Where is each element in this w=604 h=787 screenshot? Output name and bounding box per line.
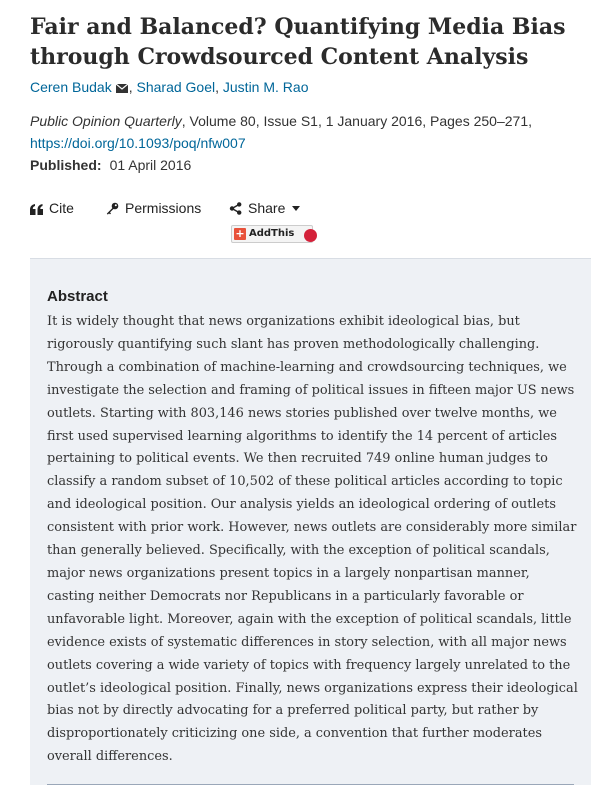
citation-details: , Volume 80, Issue S1, 1 January 2016, Pages 250–271, [181, 113, 532, 129]
author-list [30, 78, 308, 97]
share-icon [229, 202, 242, 215]
doi-link[interactable]: https://doi.org/10.1093/poq/nfw007 [30, 135, 246, 151]
abstract-line: bias not by directly advocating for a preferred political party, but rather by [47, 703, 539, 719]
quote-icon [30, 204, 43, 215]
abstract-line: casting neither Democrats nor Republicans in a particularly favorable or [47, 588, 524, 604]
journal-name: Public Opinion Quarterly [30, 113, 182, 129]
abstract-line: Through a combination of machine-learning and crowdsourcing techniques, we [47, 359, 567, 375]
abstract-line: classify a random subset of 10,502 of these political articles according to topic [47, 474, 563, 490]
caret-down-icon [292, 206, 300, 212]
abstract-section [30, 258, 591, 785]
abstract-line: investigate the selection and framing of political issues in fifteen major US news [47, 382, 575, 398]
abstract-line: outlet’s ideological position. Finally, news organizations express their ideological [47, 680, 578, 696]
article-title: Fair and Balanced? Quantifying Media Bias through Crowdsourced Content Analysis [30, 14, 566, 70]
abstract-line: first used supervised learning algorithms to identify the 14 percent of articles [47, 428, 558, 444]
abstract-line: disproportionately criticizing one side, a convention that further moderates [47, 726, 542, 742]
addthis-label: AddThis [249, 228, 295, 239]
published-date [30, 155, 191, 175]
addthis-badge-icon [304, 229, 317, 242]
cite-button[interactable] [30, 198, 74, 218]
abstract-line: It is widely thought that news organizations exhibit ideological bias, but [47, 314, 520, 329]
author-separator: , [215, 79, 219, 95]
abstract-divider [47, 784, 574, 785]
abstract-line: outlets. Starting with 803,146 news stories published over twelve months, we [47, 405, 557, 421]
abstract-heading: Abstract [47, 288, 108, 305]
addthis-button[interactable] [231, 223, 313, 241]
abstract-line: overall differences. [47, 749, 173, 765]
author-link[interactable]: Ceren Budak [30, 79, 112, 95]
abstract-line: rigorously quantifying such slant has proven methodologically challenging. [47, 336, 540, 352]
author-separator: , [128, 79, 133, 95]
envelope-icon[interactable] [116, 79, 128, 97]
share-button[interactable] [229, 198, 300, 218]
author-link[interactable]: Sharad Goel [136, 79, 216, 95]
abstract-line: pertaining to political events. We then recruited 749 online human judges to [47, 451, 548, 467]
citation [30, 110, 590, 154]
share-label: Share [248, 200, 286, 216]
cite-label: Cite [49, 200, 74, 216]
key-icon [106, 202, 119, 215]
permissions-label: Permissions [125, 200, 202, 216]
author-link[interactable]: Justin M. Rao [222, 79, 309, 95]
addthis-widget [231, 225, 313, 243]
published-value: 01 April 2016 [109, 157, 192, 173]
abstract-line: unfavorable light. Moreover, again with the exception of political scandals, little [47, 611, 572, 627]
permissions-button[interactable] [106, 198, 201, 218]
published-label: Published: [30, 157, 102, 173]
abstract-line: outlets covering a wide variety of topics with frequency largely unrelated to the [47, 657, 571, 673]
abstract-line: major news organizations present topics in a largely nonpartisan manner, [47, 565, 530, 581]
abstract-line: consistent with prior work. However, news outlets are considerably more similar [47, 520, 577, 536]
abstract-line: and ideological position. Our analysis yields an ideological ordering of outlets [47, 497, 556, 513]
abstract-line: evidence exists of systematic differences in story selection, with all major news [47, 634, 567, 650]
addthis-icon: + [235, 227, 245, 240]
abstract-line: than generally believed. Specifically, with the exception of political scandals, [47, 543, 550, 559]
abstract-text [47, 311, 577, 769]
